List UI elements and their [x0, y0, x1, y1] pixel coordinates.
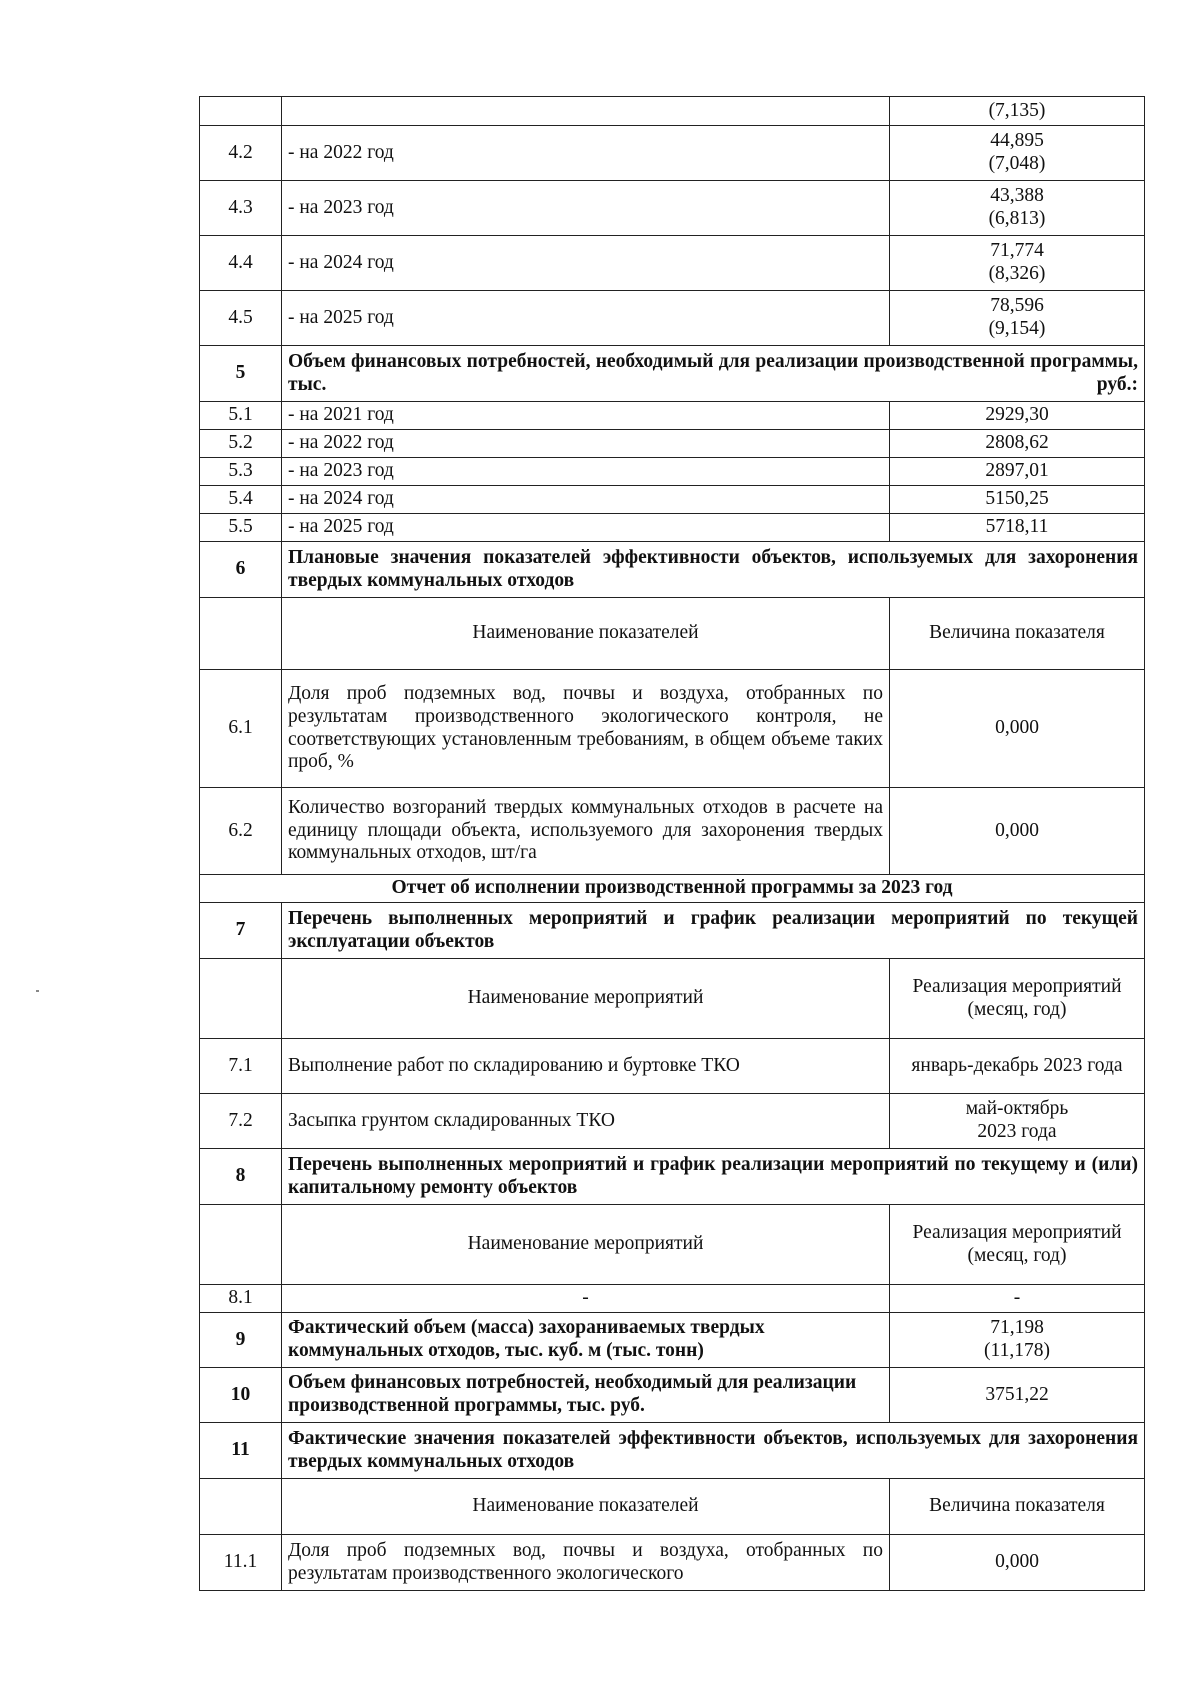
- row-name: - на 2024 год: [282, 236, 890, 291]
- row-value: 0,000: [890, 1535, 1145, 1591]
- row-name: - на 2023 год: [282, 181, 890, 236]
- table-row: [200, 97, 1145, 126]
- row-value: -: [890, 1285, 1145, 1313]
- row-value: 0,000: [890, 670, 1145, 788]
- report-title-row: [200, 875, 1145, 903]
- column-header-value: Реализация мероприятий (месяц, год): [890, 959, 1145, 1039]
- row-value: 5150,25: [890, 486, 1145, 514]
- row-number: [200, 1205, 282, 1285]
- row-number: 5.2: [200, 430, 282, 458]
- table-row: [200, 458, 1145, 486]
- column-header-value: Величина показателя: [890, 1479, 1145, 1535]
- section-number: 9: [200, 1313, 282, 1368]
- row-number: [200, 1479, 282, 1535]
- report-title: Отчет об исполнении производственной программы за 2023 год: [200, 875, 1145, 903]
- section-title: Плановые значения показателей эффективности объектов, используемых для захоронения твердых коммунальных отходов: [282, 542, 1145, 598]
- row-value: январь-декабрь 2023 года: [890, 1039, 1145, 1094]
- row-name: Доля проб подземных вод, почвы и воздуха, отобранных по результатам производственного экологического контроля, не соответствующих установленным требованиям, в общем объеме таких проб, %: [282, 670, 890, 788]
- section-number: 8: [200, 1149, 282, 1205]
- row-value: 43,388 (6,813): [890, 181, 1145, 236]
- section-row: [200, 903, 1145, 959]
- row-name: Засыпка грунтом складированных ТКО: [282, 1094, 890, 1149]
- table-row: [200, 291, 1145, 346]
- row-number: 4.3: [200, 181, 282, 236]
- row-name: - на 2025 год: [282, 291, 890, 346]
- section-title: Перечень выполненных мероприятий и график реализации мероприятий по текущей эксплуатации объектов: [282, 903, 1145, 959]
- row-number: 6.1: [200, 670, 282, 788]
- row-number: 6.2: [200, 788, 282, 875]
- section-row: [200, 542, 1145, 598]
- table-row: [200, 1535, 1145, 1591]
- row-name: - на 2022 год: [282, 126, 890, 181]
- table-row: [200, 670, 1145, 788]
- row-number: 11.1: [200, 1535, 282, 1591]
- section-row: [200, 1368, 1145, 1423]
- row-value: 71,774 (8,326): [890, 236, 1145, 291]
- section-number: 5: [200, 346, 282, 402]
- column-header-row: [200, 1479, 1145, 1535]
- row-number: 5.4: [200, 486, 282, 514]
- row-name: - на 2021 год: [282, 402, 890, 430]
- row-name: -: [282, 1285, 890, 1313]
- table-row: [200, 1039, 1145, 1094]
- row-value: 5718,11: [890, 514, 1145, 542]
- column-header-row: [200, 1205, 1145, 1285]
- column-header-value: Величина показателя: [890, 598, 1145, 670]
- row-number: 4.2: [200, 126, 282, 181]
- row-value: 2897,01: [890, 458, 1145, 486]
- table-row: [200, 486, 1145, 514]
- row-number: 5.1: [200, 402, 282, 430]
- row-value: 3751,22: [890, 1368, 1145, 1423]
- row-value: 2808,62: [890, 430, 1145, 458]
- section-row: [200, 1423, 1145, 1479]
- section-title: Фактические значения показателей эффективности объектов, используемых для захоронения твердых коммунальных отходов: [282, 1423, 1145, 1479]
- table-row: [200, 788, 1145, 875]
- column-header-name: Наименование мероприятий: [282, 959, 890, 1039]
- section-title: Объем финансовых потребностей, необходимый для реализации производственной программы, тыс. руб.:: [282, 346, 1145, 402]
- column-header-row: [200, 959, 1145, 1039]
- table-row: [200, 181, 1145, 236]
- section-title: Фактический объем (масса) захораниваемых твердых коммунальных отходов, тыс. куб. м (тыс. тонн): [282, 1313, 890, 1368]
- table-row: [200, 514, 1145, 542]
- row-value: 71,198 (11,178): [890, 1313, 1145, 1368]
- column-header-name: Наименование мероприятий: [282, 1205, 890, 1285]
- row-name: - на 2023 год: [282, 458, 890, 486]
- table-row: [200, 1094, 1145, 1149]
- row-name: [282, 97, 890, 126]
- row-value: (7,135): [890, 97, 1145, 126]
- row-number: 8.1: [200, 1285, 282, 1313]
- table-row: [200, 430, 1145, 458]
- table-row: [200, 126, 1145, 181]
- row-number: 5.5: [200, 514, 282, 542]
- row-value: 2929,30: [890, 402, 1145, 430]
- scan-speck: [36, 990, 39, 992]
- section-title: Объем финансовых потребностей, необходимый для реализации производственной программы, тыс. руб.: [282, 1368, 890, 1423]
- section-number: 7: [200, 903, 282, 959]
- column-header-row: [200, 598, 1145, 670]
- row-value: 78,596 (9,154): [890, 291, 1145, 346]
- row-value: май-октябрь 2023 года: [890, 1094, 1145, 1149]
- row-number: 7.1: [200, 1039, 282, 1094]
- row-number: [200, 97, 282, 126]
- column-header-value: Реализация мероприятий (месяц, год): [890, 1205, 1145, 1285]
- row-number: 4.5: [200, 291, 282, 346]
- section-row: [200, 1149, 1145, 1205]
- column-header-name: Наименование показателей: [282, 1479, 890, 1535]
- production-program-table: [199, 96, 1145, 1591]
- row-number: 7.2: [200, 1094, 282, 1149]
- row-name: Выполнение работ по складированию и буртовке ТКО: [282, 1039, 890, 1094]
- table-row: [200, 1285, 1145, 1313]
- row-number: [200, 959, 282, 1039]
- row-name: - на 2025 год: [282, 514, 890, 542]
- table-row: [200, 236, 1145, 291]
- row-name: - на 2024 год: [282, 486, 890, 514]
- row-number: 4.4: [200, 236, 282, 291]
- row-number: [200, 598, 282, 670]
- section-row: [200, 346, 1145, 402]
- table-row: [200, 402, 1145, 430]
- section-number: 11: [200, 1423, 282, 1479]
- section-row: [200, 1313, 1145, 1368]
- column-header-name: Наименование показателей: [282, 598, 890, 670]
- section-number: 10: [200, 1368, 282, 1423]
- row-number: 5.3: [200, 458, 282, 486]
- section-title: Перечень выполненных мероприятий и график реализации мероприятий по текущему и (или) капитальному ремонту объектов: [282, 1149, 1145, 1205]
- row-name: - на 2022 год: [282, 430, 890, 458]
- row-value: 44,895 (7,048): [890, 126, 1145, 181]
- section-number: 6: [200, 542, 282, 598]
- row-value: 0,000: [890, 788, 1145, 875]
- row-name: Доля проб подземных вод, почвы и воздуха, отобранных по результатам производственного экологического: [282, 1535, 890, 1591]
- row-name: Количество возгораний твердых коммунальных отходов в расчете на единицу площади объекта, используемого для захоронения твердых коммунальных отходов, шт/га: [282, 788, 890, 875]
